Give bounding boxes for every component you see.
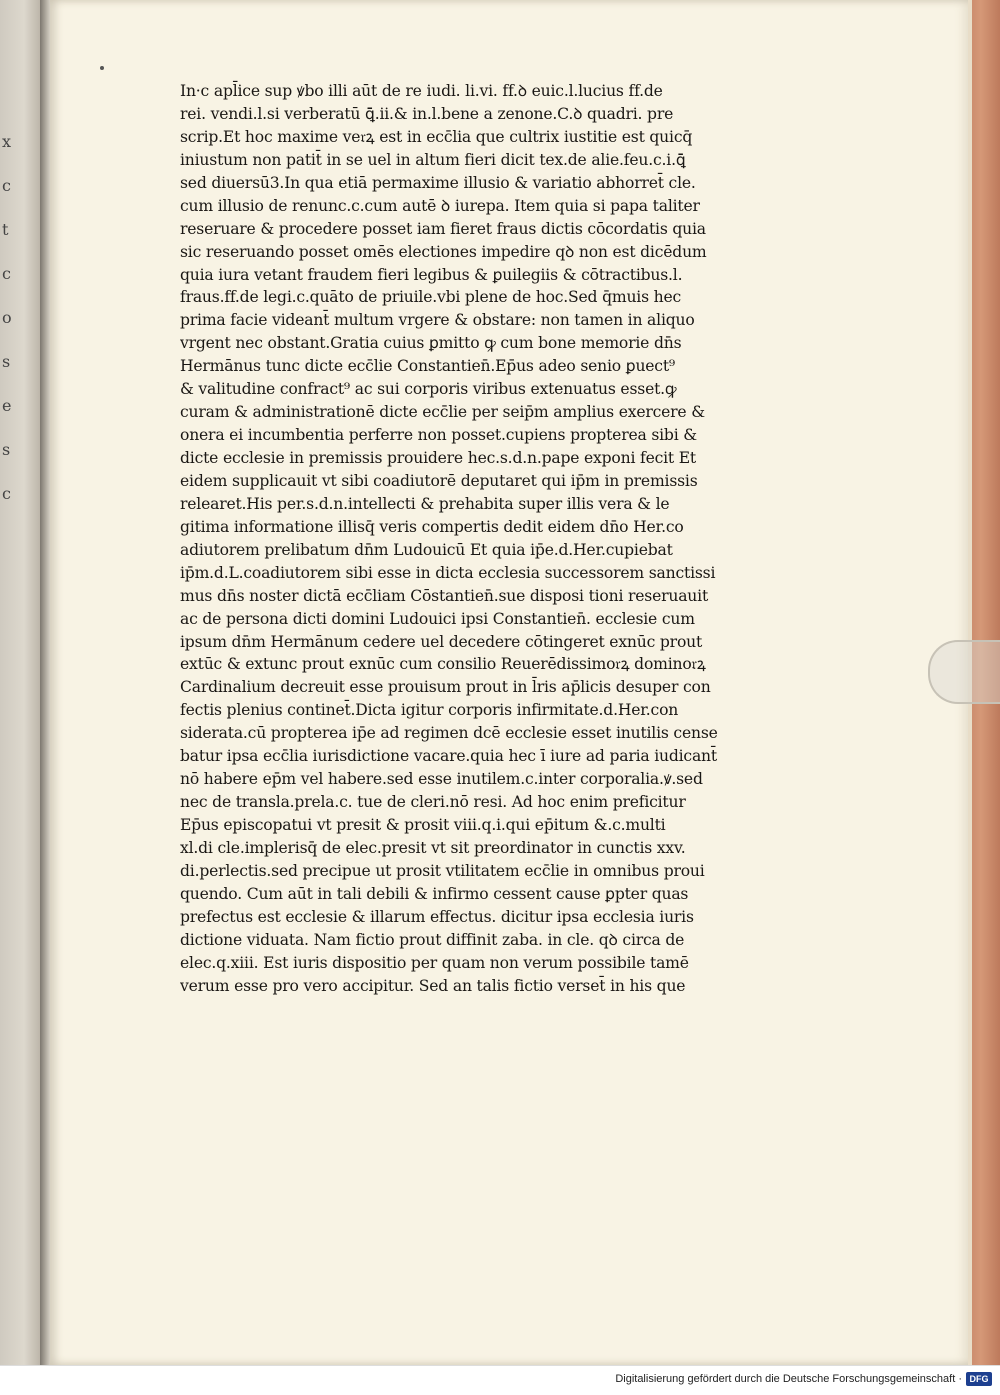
text-line: sed diuersū3.In qua etiā permaxime illusio & variatio abhorret̄ cle. <box>180 173 696 192</box>
text-line: reseruare & procedere posset iam fieret fraus dictis cōcordatis quia <box>180 219 706 238</box>
left-page-letter: c <box>2 484 11 503</box>
text-line: Hermānus tunc dicte ecc̄lie Constantien̄.Ep̄us adeo senio ꝑuect⁹ <box>180 357 675 376</box>
text-line: quendo. Cum aūt in tali debili & infirmo cessent cause ꝑpter quas <box>180 884 689 903</box>
text-line: nō habere ep̄m vel habere.sed esse inutilem.c.inter corporalia.ꝟ.sed <box>180 770 703 789</box>
text-line: onera ei incumbentia perferre non posset.cupiens propterea sibi & <box>180 426 697 445</box>
text-line: extūc & extunc prout exnūc cum consilio Reuerēdissimo𝔯ꝝ domino𝔯ꝝ <box>180 655 706 674</box>
text-line: vrgent nec obstant.Gratia cuius ꝑmitto ꝙ cum bone memorie dn̄s <box>180 334 682 353</box>
text-line: iniustum non patit̄ in se uel in altum fieri dicit tex.de alie.feu.c.i.ꝗ̄ <box>180 150 686 169</box>
text-line: sic reseruando posset omēs electiones impedire qꝺ non est dicēdum <box>180 242 707 261</box>
text-line: & valitudine confract⁹ ac sui corporis viribus extenuatus esset.ꝙ <box>180 380 677 399</box>
text-line: Cardinalium decreuit esse prouisum prout in l̄ris ap̄licis desuper con <box>180 678 711 697</box>
text-line: rei. vendi.l.si verberatū ꝗ̄.ii.& in.l.bene a zenone.C.ꝺ quadri. pre <box>180 104 674 123</box>
left-page-letters <box>2 120 20 516</box>
text-line: verum esse pro vero accipitur. Sed an talis fictio verset̄ in his que <box>180 976 686 995</box>
text-line: nec de transla.prela.c. tue de cleri.nō resi. Ad hoc enim preficitur <box>180 793 686 812</box>
left-page-letter: o <box>2 308 12 327</box>
text-line: gitima informatione illisq̄ veris compertis dedit eidem dn̄o Her.co <box>180 517 684 536</box>
text-line: In·c apl̄ice sup ꝟbo illi aūt de re iudi. li.vi. ff.ꝺ euic.l.lucius ff.de <box>180 82 663 100</box>
left-page-letter: c <box>2 176 11 195</box>
ink-dot <box>100 66 104 70</box>
text-line: cum illusio de renunc.c.cum autē ꝺ iurepa. Item quia si papa taliter <box>180 196 700 215</box>
left-page-letter: s <box>2 440 11 459</box>
text-line: ipsum dn̄m Hermānum cedere uel decedere cōtingeret exnūc prout <box>180 632 703 651</box>
left-page-letter: s <box>2 352 11 371</box>
left-page-letter: e <box>2 396 12 415</box>
text-line: curam & administrationē dicte ecc̄lie per seip̄m amplius exercere & <box>180 403 705 422</box>
text-line: quia iura vetant fraudem fieri legibus & ꝑuilegiis & cōtractibus.l. <box>180 265 683 284</box>
text-line: batur ipsa ecc̄lia iurisdictione vacare.quia hec ī iure ad paria iudicant̄ <box>180 747 717 766</box>
footer-credit: Digitalisierung gefördert durch die Deutsche Forschungsgemeinschaft · <box>615 1373 962 1385</box>
left-page-edge <box>0 0 41 1365</box>
text-line: elec.q.xiii. Est iuris dispositio per quam non verum possibile tamē <box>180 953 689 972</box>
text-line: prefectus est ecclesie & illarum effectus. dicitur ipsa ecclesia iuris <box>180 907 694 926</box>
text-line: relearet.His per.s.d.n.intellecti & prehabita super illis vera & le <box>180 494 670 513</box>
page-clip <box>928 640 1000 704</box>
text-line: scrip.Et hoc maxime ve𝔯ꝝ est in ecc̄lia que cultrix iustitie est quicq̄ <box>180 127 693 146</box>
text-line: dicte ecclesie in premissis prouidere hec.s.d.n.pape exponi fecit Et <box>180 449 697 467</box>
text-line: dictione viduata. Nam fictio prout diffinit zaba. in cle. qꝺ circa de <box>180 930 685 949</box>
text-line: Ep̄us episcopatui vt presit & prosit viii.q.i.qui ep̄itum &.c.multi <box>180 816 666 834</box>
text-line: siderata.cū propterea ip̄e ad regimen dcē ecclesie esset inutilis cense <box>180 724 718 743</box>
left-page-letter: c <box>2 264 11 283</box>
text-line: adiutorem prelibatum dn̄m Ludouicū Et quia ip̄e.d.Her.cupiebat <box>180 540 673 559</box>
text-line: ac de persona dicti domini Ludouici ipsi Constantien̄. ecclesie cum <box>180 609 695 628</box>
dfg-logo: DFG <box>966 1372 992 1386</box>
incunable-text-block <box>180 80 800 998</box>
text-line: prima facie videant̄ multum vrgere & obstare: non tamen in aliquo <box>180 311 695 330</box>
left-page-letter: x <box>2 132 12 151</box>
footer-bar <box>0 1365 1000 1395</box>
text-line: ip̄m.d.L.coadiutorem sibi esse in dicta ecclesia successorem sanctissi <box>180 563 716 582</box>
text-line: eidem supplicauit vt sibi coadiutorē deputaret qui ip̄m in premissis <box>180 471 698 490</box>
text-line: di.perlectis.sed precipue ut prosit vtilitatem ecc̄lie in omnibus proui <box>180 861 705 880</box>
left-page-letter: t <box>2 220 9 239</box>
text-line: mus dn̄s noster dictā ecc̄liam Cōstantien̄.sue disposi tioni reseruauit <box>180 586 709 605</box>
text-line: fectis plenius continet̄.Dicta igitur corporis infirmitate.d.Her.con <box>180 701 679 720</box>
text-line: fraus.ff.de legi.c.quāto de priuile.vbi plene de hoc.Sed q̄muis hec <box>180 288 682 307</box>
text-line: xl.di cle.implerisq̄ de elec.presit vt sit preordinator in cunctis xxv. <box>180 838 686 857</box>
